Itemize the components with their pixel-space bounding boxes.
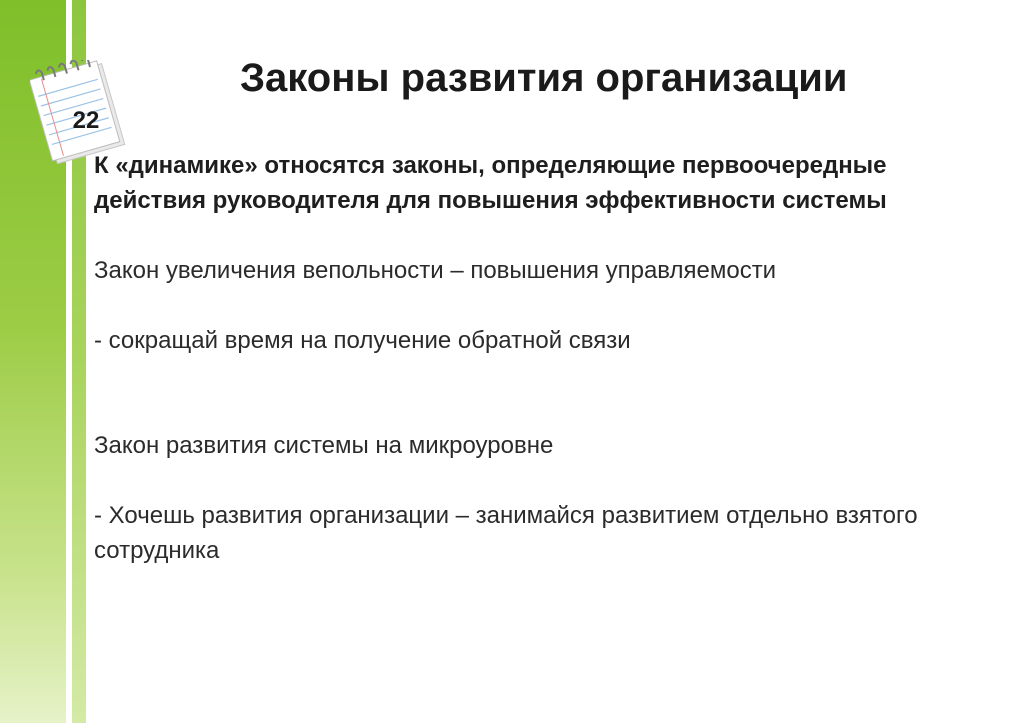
intro-paragraph: К «динамике» относятся законы, определяющие первоочередные действия руководителя для повышения эффективности системы [94,152,887,214]
slide-number: 22 [72,107,100,134]
law-1-title: Закон увеличения вепольности – повышения управляемости [94,257,777,284]
slide-number-label [60,100,112,140]
spacer [94,463,994,498]
law-1-text: - сокращай время на получение обратной связи [94,327,631,354]
spacer [94,288,994,323]
spacer [94,358,994,428]
law-2-title: Закон развития системы на микроуровне [94,432,554,459]
page-title: Законы развития организации [240,56,848,100]
spacer [94,218,994,253]
law-2-text: - Хочешь развития организации – занимайся развитием отдельно взятого сотрудника [94,502,918,564]
slide-content [94,148,994,568]
